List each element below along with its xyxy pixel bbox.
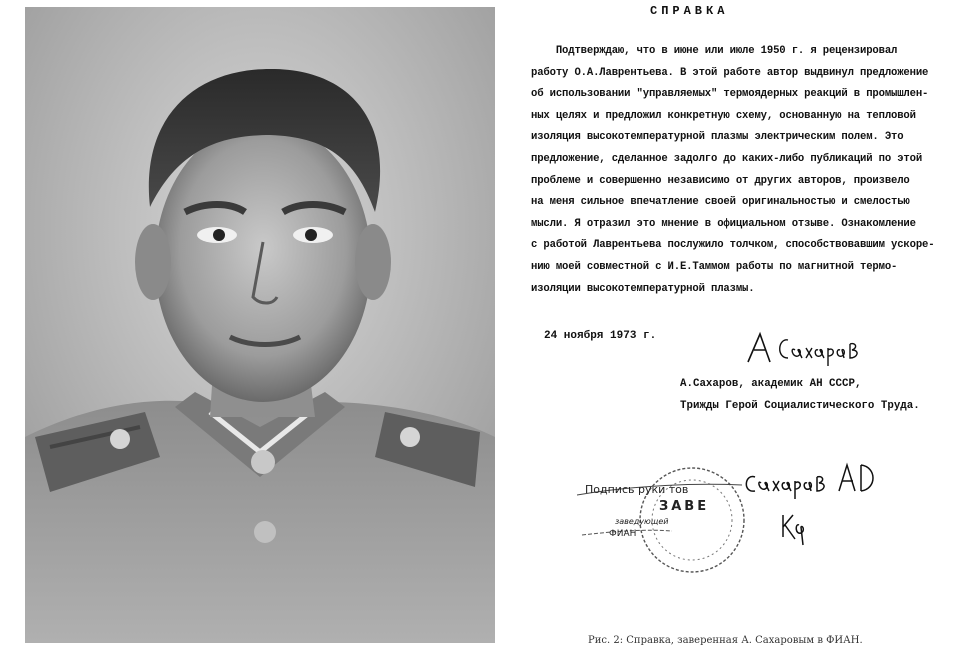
document-body: Подтверждаю, что в июне или июле 1950 г. я рецензировал работу О.А.Лаврентьева. В этой работе автор выдвинул предложение об использовании "управляемых" термоядерных реакций в промышлен- ных целях и предложил конкретную схему, основанную на тепловой изоляция высокотемпературной плазмы электрическим полем. Это предложение, сделанное задолго до каких-либо публикаций по этой проблеме и совершенно независимо от других авторов, произвело на меня сильное впечатление своей оригинальностью и смелостью мысли. Я отразил это мнение в официальном отзыве. Ознакомление с работой Лаврентьева послужило толчком, способствовавшим ускоре- нию моей совместной с И.Е.Таммом работы по магнитной термо- изоляции высокотемпературной плазмы. xyxy=(531,45,935,295)
signer-line-1: А.Сахаров, академик АН СССР, xyxy=(680,378,862,390)
certificate-document xyxy=(505,0,960,655)
stamp-line-4: ФИАН xyxy=(609,529,637,539)
document-title: СПРАВКА xyxy=(650,4,729,18)
signer-block xyxy=(680,373,965,417)
document-date: 24 ноября 1973 г. xyxy=(544,330,657,342)
figure-caption: Рис. 2: Справка, заверенная А. Сахаровым в ФИАН. xyxy=(588,635,863,646)
sakharov-signature xyxy=(740,328,870,368)
portrait-photo xyxy=(25,7,495,643)
stamp-line-2: ЗАВЕ xyxy=(659,499,710,514)
portrait-illustration xyxy=(25,7,495,643)
signer-line-2: Трижды Герой Социалистического Труда. xyxy=(680,400,920,412)
stamp-area xyxy=(577,455,927,595)
stamp-line-1: Подпись руки тов xyxy=(585,483,689,496)
stamp-line-3: заведующей xyxy=(615,517,669,526)
